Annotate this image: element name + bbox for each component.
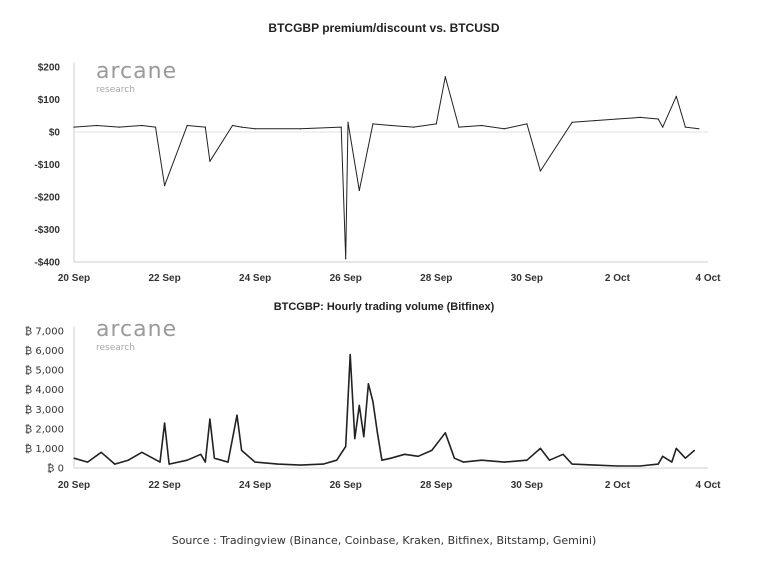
y-tick-label: ₿ 7,000 [24,326,64,338]
data-point [481,125,482,126]
data-point [390,125,391,126]
data-point [87,462,88,463]
data-point [368,383,369,384]
data-point [372,401,373,402]
data-point [347,122,348,123]
data-point [662,456,663,457]
data-point [445,76,446,77]
data-point [119,127,120,128]
chart-title-volume: BTCGBP: Hourly trading volume (Bitfinex) [273,301,495,313]
x-tick-label: 20 Sep [57,273,91,284]
x-tick-label: 30 Sep [510,273,543,284]
data-point [617,465,618,466]
x-tick-label: 28 Sep [420,480,453,491]
data-point [617,118,618,119]
data-point [214,458,215,459]
data-point [404,454,405,455]
logo-word: arcane [96,317,178,342]
data-point [372,123,373,124]
data-point [205,127,206,128]
data-point [205,462,206,463]
data-point [413,127,414,128]
data-point [698,128,699,129]
data-point [658,118,659,119]
y-tick-label: -$300 [34,225,60,236]
data-point [640,117,641,118]
x-tick-label: 2 Oct [604,480,630,491]
data-point [685,458,686,459]
data-point [676,448,677,449]
x-tick-label: 2 Oct [604,273,630,284]
data-point [694,450,695,451]
data-point [101,452,102,453]
data-point [323,464,324,465]
y-tick-label: ₿ 0 [47,463,64,475]
y-tick-label: ₿ 4,000 [24,385,64,397]
y-tick-label: -$100 [34,160,60,171]
data-point [572,122,573,123]
data-point [549,460,550,461]
logo-sub: research [96,85,135,95]
data-point [354,438,355,439]
data-point [232,125,233,126]
data-point [594,465,595,466]
data-point [658,464,659,465]
data-point [96,125,97,126]
data-point [159,462,160,463]
data-point [169,464,170,465]
data-point [359,405,360,406]
data-point [526,460,527,461]
data-point [209,419,210,420]
premium-chart [34,59,721,285]
data-point [363,436,364,437]
data-point [155,127,156,128]
data-point [73,127,74,128]
data-point [640,465,641,466]
data-point [526,123,527,124]
data-point [540,448,541,449]
data-point [445,432,446,433]
data-point [200,454,201,455]
x-tick-label: 24 Sep [239,480,272,491]
y-tick-label: ₿ 3,000 [24,404,64,416]
data-point [504,462,505,463]
data-point [255,128,256,129]
data-point [114,464,115,465]
data-point [141,125,142,126]
data-point [141,452,142,453]
x-tick-label: 24 Sep [239,273,272,284]
data-point [359,190,360,191]
data-point [345,258,346,259]
data-point [277,464,278,465]
data-point [341,127,342,128]
y-tick-label: ₿ 6,000 [24,346,64,358]
data-point [436,123,437,124]
data-point [418,456,419,457]
data-point [241,127,242,128]
y-tick-label: ₿ 5,000 [24,365,64,377]
data-point [671,462,672,463]
data-point [241,450,242,451]
data-point [209,161,210,162]
data-point [255,462,256,463]
data-point [685,127,686,128]
data-point [481,460,482,461]
data-point [350,354,351,355]
data-point [336,460,337,461]
y-tick-label: $0 [48,127,60,139]
data-point [377,432,378,433]
x-tick-label: 22 Sep [148,273,181,284]
data-point [431,450,432,451]
x-tick-label: 26 Sep [329,480,362,491]
data-point [390,458,391,459]
data-point [187,460,188,461]
data-point [594,120,595,121]
data-point [164,185,165,186]
data-point [504,128,505,129]
x-tick-label: 20 Sep [57,480,91,491]
x-tick-label: 30 Sep [510,480,543,491]
data-point [227,462,228,463]
data-point [540,170,541,171]
y-tick-label: $200 [37,62,60,74]
data-point [563,454,564,455]
data-point [662,127,663,128]
data-point [345,446,346,447]
x-tick-label: 26 Sep [329,273,362,284]
data-point [454,458,455,459]
data-point [164,422,165,423]
y-tick-label: -$400 [34,257,60,269]
chart-title-premium: BTCGBP premium/discount vs. BTCUSD [268,21,500,35]
x-tick-label: 4 Oct [695,480,721,491]
data-point [187,125,188,126]
data-point [128,460,129,461]
y-tick-label: -$200 [34,192,60,204]
data-point [458,127,459,128]
series-line [74,77,699,259]
data-point [300,465,301,466]
x-tick-label: 22 Sep [148,480,181,491]
series-line [74,355,694,467]
volume-chart [25,326,721,492]
x-tick-label: 28 Sep [420,273,453,284]
logo-sub: research [96,343,135,353]
y-tick-label: ₿ 2,000 [24,424,64,436]
data-point [381,460,382,461]
logo-word: arcane [96,59,178,84]
y-tick-label: ₿ 1,000 [24,443,64,455]
y-tick-label: $100 [37,95,60,106]
data-point [300,128,301,129]
x-tick-label: 4 Oct [695,273,721,284]
data-point [676,96,677,97]
data-point [73,458,74,459]
data-point [236,415,237,416]
data-point [463,462,464,463]
data-point [572,464,573,465]
source-note: Source : Tradingview (Binance, Coinbase, Kraken, Bitfinex, Bitstamp, Gemini) [171,534,597,547]
